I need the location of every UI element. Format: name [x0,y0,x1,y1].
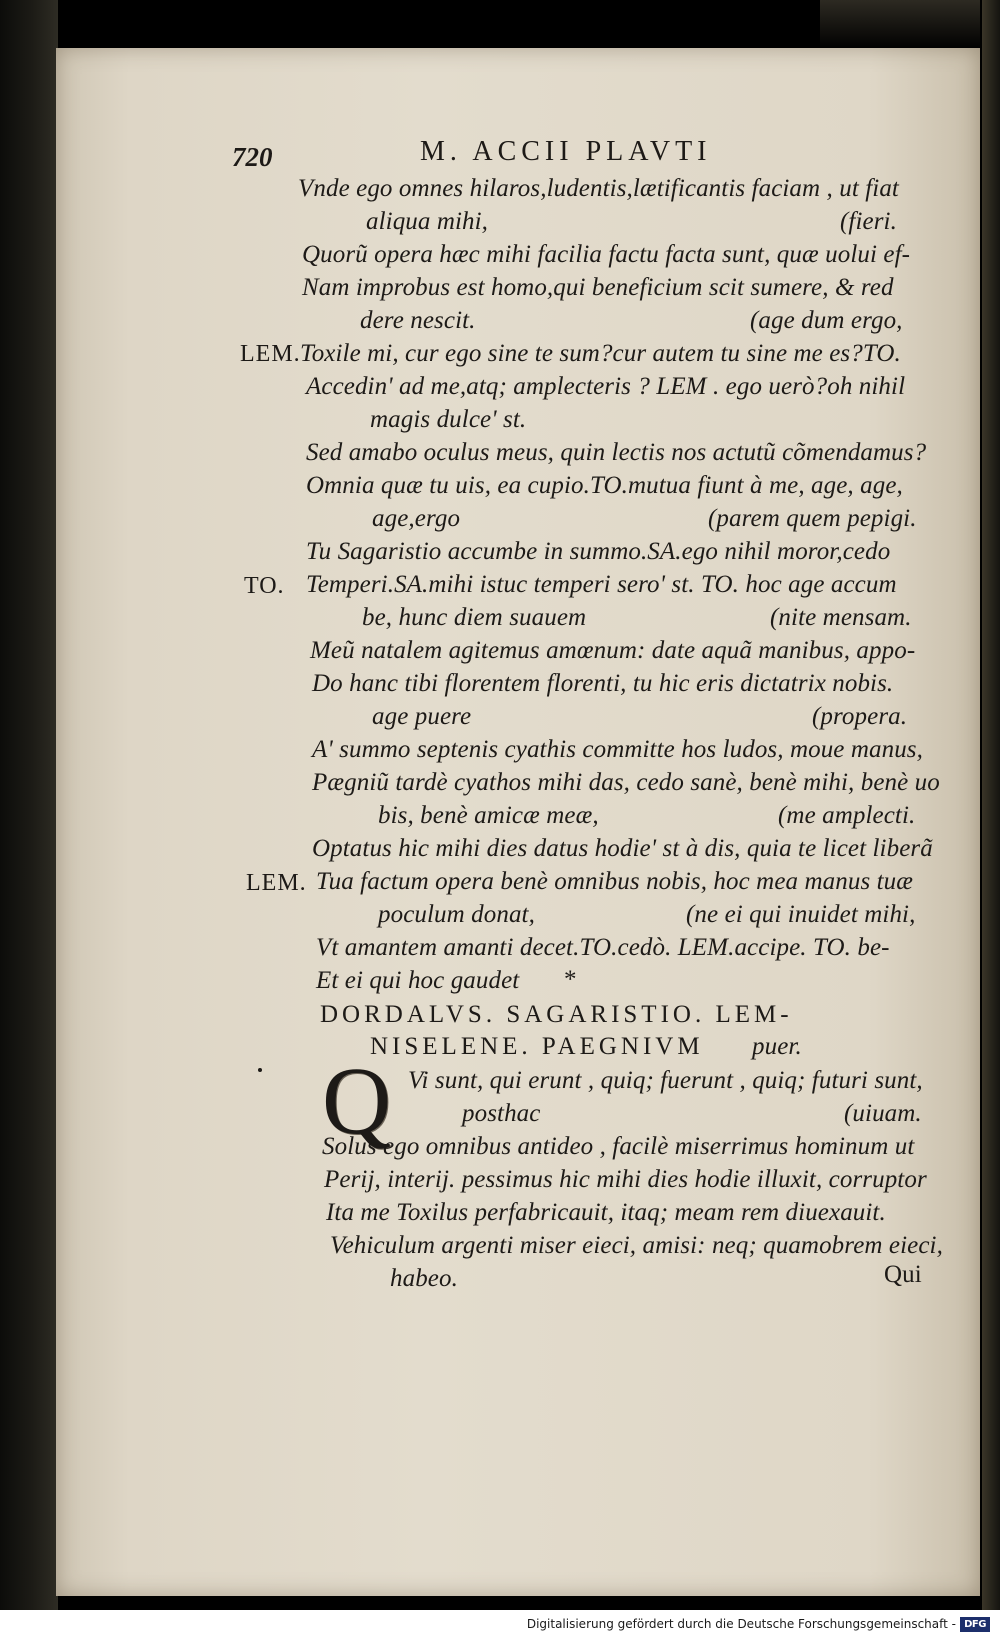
text-line: Pægniũ tardè cyathos mihi das, cedo sanè, benè mihi, benè uo [312,769,940,796]
text-line: Sed amabo oculus meus, quin lectis nos actutũ cõmendamus? [306,439,927,466]
dfg-logo: DFG [960,1617,990,1632]
text-line: Vt amantem amanti decet.TO.cedò. LEM.accipe. TO. be- [316,934,890,961]
text-line: poculum donat, [378,901,535,928]
asterisk-mark: * [564,966,577,993]
running-head: M. ACCII PLAVTI [420,136,712,167]
text-line: A' summo septenis cyathis committe hos ludos, moue manus, [312,736,923,763]
text-line-turnover: (fieri. [840,208,897,235]
text-line: Omnia quæ tu uis, ea cupio.TO.mutua fiunt à me, age, age, [306,472,903,499]
text-line-turnover: (ne ei qui inuidet mihi, [686,901,916,928]
text-line: Vi sunt, qui erunt , quiq; fuerunt , quiq; futuri sunt, [408,1067,923,1094]
text-line: Temperi.SA.mihi istuc temperi sero' st. TO. hoc age accum [306,571,897,598]
text-line-turnover: (nite mensam. [770,604,912,631]
text-line: Vehiculum argenti miser eieci, amisi: neq; quamobrem eieci, [330,1232,943,1259]
scene-heading: NISELENE. PAEGNIVM [370,1033,704,1060]
text-line: age puere [372,703,472,730]
catchword: Qui [884,1261,922,1288]
text-line: dere nescit. [360,307,476,334]
text-line-turnover: (uiuam. [844,1100,922,1127]
margin-dot [258,1068,262,1072]
page-edge-shadow [820,0,980,50]
scene-heading-role: puer. [752,1033,802,1060]
speaker-label: LEM. [246,870,307,896]
page-edge-right [982,0,1000,1610]
text-line: Ita me Toxilus perfabricauit, itaq; meam rem diuexauit. [326,1199,886,1226]
text-line-turnover: (parem quem pepigi. [708,505,917,532]
text-line-turnover: (propera. [812,703,908,730]
page-number: 720 [232,142,273,172]
text-line: Perij, interij. pessimus hic mihi dies hodie illuxit, corruptor [324,1166,927,1193]
book-binding [0,0,58,1610]
text-line: Toxile mi, cur ego sine te sum?cur autem tu sine me es?TO. [300,340,901,367]
text-line: bis, benè amicæ meæ, [378,802,599,829]
text-line: Vnde ego omnes hilaros,ludentis,lætificantis faciam , ut fiat [298,175,899,202]
speaker-label: LEM. [240,341,301,367]
text-line-turnover: (age dum ergo, [750,307,903,334]
text-line: Quorũ opera hæc mihi facilia factu facta sunt, quæ uolui ef- [302,241,911,268]
text-line: Meũ natalem agitemus amœnum: date aquã manibus, appo- [310,637,916,664]
text-line: aliqua mihi, [366,208,489,235]
text-line: posthac [462,1100,541,1127]
text-line: habeo. [390,1265,458,1292]
text-line: Tua factum opera benè omnibus nobis, hoc mea manus tuæ [316,868,914,895]
text-line: Solus ego omnibus antideo , facilè miserrimus hominum ut [322,1133,915,1160]
text-line: age,ergo [372,505,461,532]
drop-capital: Q [322,1047,392,1154]
text-line: Accedin' ad me,atq; amplecteris ? LEM . ego uerò?oh nihil [306,373,906,400]
text-line: Nam improbus est homo,qui beneficium scit sumere, & red [302,274,894,301]
speaker-label: TO. [244,573,285,599]
text-line: Tu Sagaristio accumbe in summo.SA.ego nihil moror,cedo [306,538,891,565]
scene-heading: DORDALVS. SAGARISTIO. LEM- [320,1001,793,1028]
text-line-turnover: (me amplecti. [778,802,916,829]
digitization-footer [0,1610,1000,1636]
text-line: Et ei qui hoc gaudet [316,967,520,994]
text-line: Do hanc tibi florentem florenti, tu hic eris dictatrix nobis. [312,670,894,697]
text-line: Optatus hic mihi dies datus hodie' st à dis, quia te licet liberã [312,835,933,862]
text-line: magis dulce' st. [370,406,527,433]
text-line: be, hunc diem suauem [362,604,587,631]
footer-credit: Digitalisierung gefördert durch die Deutsche Forschungsgemeinschaft - [526,1617,956,1631]
